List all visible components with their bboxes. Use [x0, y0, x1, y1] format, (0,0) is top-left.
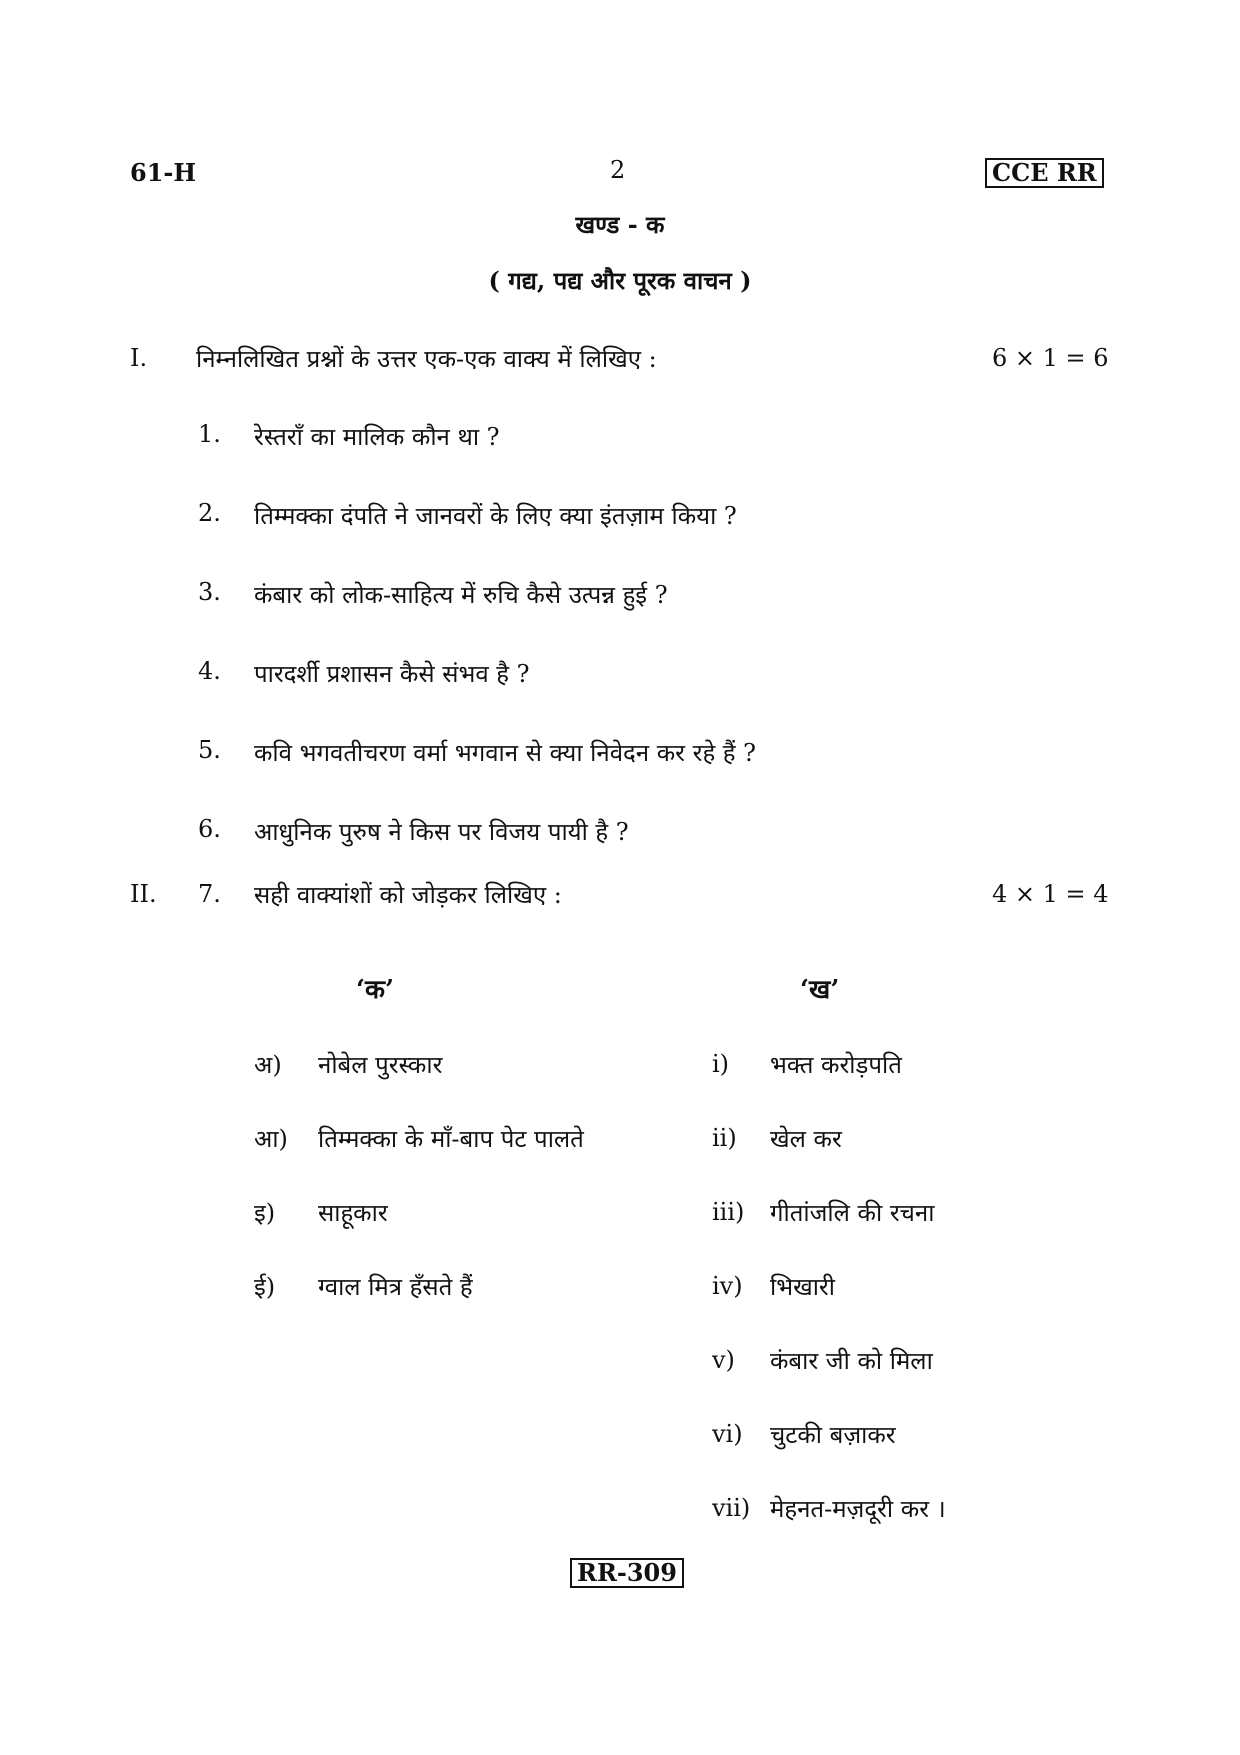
column-a-header: ‘क’	[356, 975, 395, 1005]
section-subtitle: ( गद्य, पद्य और पूरक वाचन )	[488, 266, 752, 295]
question-number: 5.	[198, 736, 221, 764]
match-b-label: iv)	[712, 1272, 743, 1300]
match-b-text: खेल कर	[770, 1125, 842, 1153]
match-a-text: तिम्मक्का के माँ-बाप पेट पालते	[318, 1125, 584, 1153]
question-item	[198, 578, 668, 609]
match-a-text: नोबेल पुरस्कार	[318, 1051, 443, 1079]
question-item	[198, 420, 500, 451]
match-b-label: ii)	[712, 1124, 737, 1152]
question-item	[198, 736, 757, 767]
match-a-label: अ)	[254, 1051, 282, 1079]
question-number: 6.	[198, 815, 221, 843]
series-badge: CCE RR	[985, 158, 1104, 188]
match-b-text: मेहनत-मज़दूरी कर ।	[770, 1495, 946, 1523]
question-number: 2.	[198, 499, 221, 527]
match-b-label: vi)	[712, 1420, 743, 1448]
match-b-label: v)	[712, 1346, 735, 1374]
match-b-label: iii)	[712, 1198, 745, 1226]
question-number: 1.	[198, 420, 221, 448]
part-2-number: 7.	[198, 880, 221, 908]
part-1-instruction: निम्नलिखित प्रश्नों के उत्तर एक-एक वाक्य में लिखिए :	[196, 345, 657, 373]
match-b-text: गीतांजलि की रचना	[770, 1199, 935, 1227]
question-text: रेस्तराँ का मालिक कौन था ?	[254, 423, 500, 451]
column-b-header: ‘ख’	[800, 975, 840, 1005]
match-b-text: कंबार जी को मिला	[770, 1347, 933, 1375]
part-2-roman: II.	[130, 880, 157, 908]
question-text: कवि भगवतीचरण वर्मा भगवान से क्या निवेदन कर रहे हैं ?	[254, 739, 757, 767]
question-text: आधुनिक पुरुष ने किस पर विजय पायी है ?	[254, 818, 629, 846]
question-text: तिम्मक्का दंपति ने जानवरों के लिए क्या इंतज़ाम किया ?	[254, 502, 737, 530]
match-a-text: ग्वाल मित्र हँसते हैं	[318, 1273, 473, 1301]
match-b-label: i)	[712, 1050, 730, 1078]
match-b-label: vii)	[712, 1494, 751, 1522]
match-b-text: भक्त करोड़पति	[770, 1051, 902, 1079]
footer-code: RR-309	[570, 1558, 684, 1588]
question-item	[198, 499, 737, 530]
match-a-label: इ)	[254, 1199, 276, 1227]
question-number: 4.	[198, 657, 221, 685]
paper-code: 61-H	[130, 158, 197, 187]
match-b-text: भिखारी	[770, 1273, 835, 1301]
page-number: 2	[610, 156, 626, 184]
match-a-label: आ)	[254, 1125, 288, 1153]
match-a-text: साहूकार	[318, 1199, 388, 1227]
section-title: खण्ड - क	[575, 210, 665, 239]
question-item	[198, 657, 530, 688]
question-text: पारदर्शी प्रशासन कैसे संभव है ?	[254, 660, 530, 688]
match-a-label: ई)	[254, 1273, 276, 1301]
part-1-roman: I.	[130, 344, 148, 372]
question-text: कंबार को लोक-साहित्य में रुचि कैसे उत्पन्न हुई ?	[254, 581, 668, 609]
part-2-instruction: सही वाक्यांशों को जोड़कर लिखिए :	[254, 881, 562, 909]
question-item	[198, 815, 629, 846]
match-b-text: चुटकी बज़ाकर	[770, 1421, 896, 1449]
question-number: 3.	[198, 578, 221, 606]
part-1-marks: 6 × 1 = 6	[992, 344, 1109, 372]
part-2-marks: 4 × 1 = 4	[992, 880, 1109, 908]
